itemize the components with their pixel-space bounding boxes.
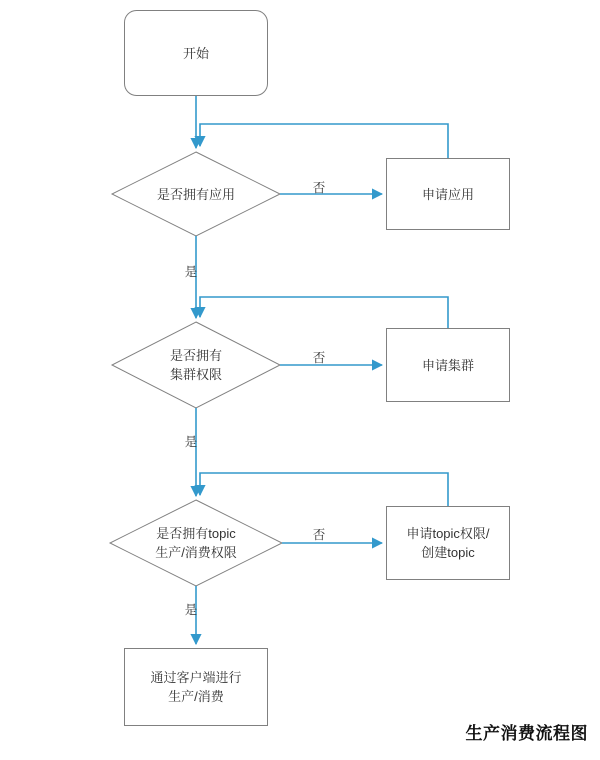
node-label-apply-cluster: 申请集群	[421, 357, 474, 373]
node-shape-client-use	[125, 649, 268, 726]
node-shape-has-topic	[110, 500, 282, 586]
node-label-has-topic: 是否拥有topic 生产/消费权限	[155, 526, 237, 560]
diagram-caption: 生产消费流程图	[465, 724, 588, 743]
edge-label-has-cluster-yes: 是	[184, 435, 198, 449]
node-label-has-cluster: 是否拥有 集群权限	[169, 348, 222, 382]
node-label-apply-topic: 申请topic权限/ 创建topic	[406, 526, 490, 560]
node-label-has-app: 是否拥有应用	[156, 186, 235, 202]
edge-label-has-topic-no: 否	[312, 528, 326, 542]
edge-label-has-cluster-no: 否	[312, 351, 326, 365]
edge-apply-topic-loopback	[200, 473, 448, 506]
edge-apply-app-loopback	[200, 124, 448, 158]
node-shape-apply-cluster	[387, 329, 510, 402]
edge-apply-cluster-loopback	[200, 297, 448, 328]
node-shape-apply-app	[387, 159, 510, 230]
edge-label-has-app-no: 否	[312, 181, 326, 195]
node-shape-has-cluster	[112, 322, 280, 408]
edge-label-has-topic-yes: 是	[184, 603, 198, 617]
node-shape-has-app	[112, 152, 280, 236]
node-label-start: 开始	[182, 45, 209, 61]
node-shape-apply-topic	[387, 507, 510, 580]
node-label-client-use: 通过客户端进行 生产/消费	[150, 670, 242, 704]
edge-label-has-app-yes: 是	[184, 265, 198, 279]
node-label-apply-app: 申请应用	[421, 186, 474, 202]
node-shape-start	[125, 11, 268, 96]
